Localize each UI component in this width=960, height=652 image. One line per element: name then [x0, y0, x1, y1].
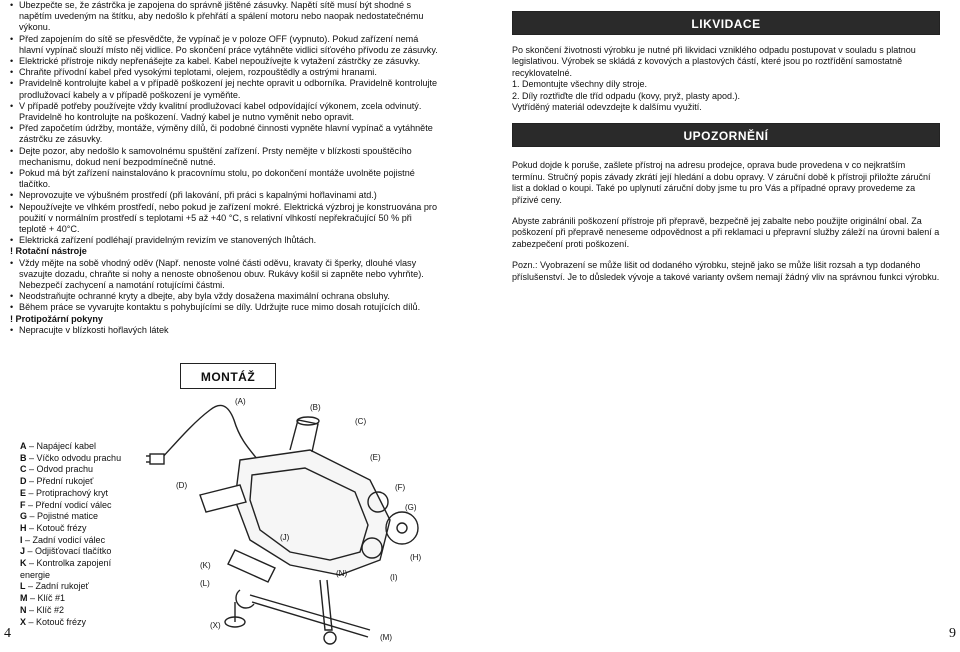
legend-text: Klíč #1 — [37, 593, 66, 604]
safety-item — [10, 202, 440, 236]
legend-text: Protiprachový kryt — [36, 487, 109, 498]
bullet-icon: • — [10, 56, 14, 67]
safety-item-text: Chraňte přívodní kabel před vysokými teplotami, olejem, rozpouštědly a ostrými hranami. — [19, 67, 377, 78]
legend-text: Přední vodicí válec — [35, 499, 112, 510]
label-f: (F) — [395, 483, 406, 492]
legend-item: E – Protiprachový kryt — [20, 487, 109, 498]
safety-item — [10, 34, 440, 56]
label-m: (M) — [380, 633, 392, 642]
legend-key: M — [20, 593, 28, 604]
plug — [150, 454, 164, 464]
bullet-icon: • — [10, 190, 14, 201]
safety-item — [10, 0, 440, 34]
legend-text: Zadní vodicí válec — [32, 534, 106, 545]
label-x: (X) — [210, 621, 221, 630]
section-warning — [10, 314, 440, 325]
safety-item — [10, 101, 440, 123]
safety-item — [10, 302, 440, 313]
legend-item: H – Kotouč frézy — [20, 522, 87, 533]
safety-item-text: Nepracujte v blízkosti hořlavých látek — [19, 324, 169, 335]
right-column — [512, 0, 940, 283]
safety-item-text: Pokud má být zařízení nainstalováno k pracovnímu stolu, po dokončení montáže uvolněte pojistné tlačítko. — [19, 168, 415, 190]
safety-item-text: Elektrická zařízení podléhají pravidelným revizím ve stanovených lhůtách. — [19, 235, 317, 246]
safety-item — [10, 258, 440, 292]
legend-text: Klíč #2 — [36, 604, 65, 615]
bullet-icon: • — [10, 145, 14, 156]
safety-item-text: Vždy mějte na sobě vhodný oděv (Např. nenoste volné části oděvu, kravaty či šperky, dlouhé vlasy svazujte dozadu, chraňte si nohy a nenoste obnošenou obuv. Rukávy košil si zapněte nebo vyhrňte). Nebezpečí zachycení a namotání rotujícími částmi. — [19, 257, 424, 291]
likvidace-paragraph: 2. Díly roztřiďte dle tříd odpadu (kovy, pryž, plasty apod.). — [512, 90, 740, 101]
legend-key: J — [20, 546, 26, 557]
legend-key: L — [20, 581, 26, 592]
bullet-icon: • — [10, 168, 14, 179]
rear-handle — [228, 550, 275, 582]
safety-item-text: ! Rotační nástroje — [10, 246, 87, 257]
legend-text: Pojistné matice — [37, 511, 99, 522]
legend-key: H — [20, 522, 27, 533]
label-h: (H) — [410, 553, 422, 562]
label-j: (J) — [280, 533, 290, 542]
safety-item-text: Před započetím údržby, montáže, výměny dílů, či podobné činnosti vypněte hlavní vypínač a vytáhněte zástrčku ze zásuvky. — [19, 123, 433, 145]
upozorneni-paragraph: Pokud dojde k poruše, zašlete přístroj na adresu prodejce, oprava bude provedena v co nejkratším termínu. Stručný popis závady zkrátí její hledání a dobu opravy. V záruční době k přístroji přiložte záruční list a doklad o koupi. Také po uplynutí záruční doby jsme tu pro Vás a případné opravy provedeme za přízivé ceny. — [512, 160, 931, 205]
upozorneni-text — [512, 160, 940, 283]
safety-item — [10, 67, 440, 78]
likvidace-paragraph: Po skončení životnosti výrobku je nutné při likvidaci vzniklého odpadu postupovat v souladu s platnou legislativou. Výrobek se skládá z kovových a plastových částí, které jsou po roztřídění samostatně recyklovatelné. — [512, 45, 916, 78]
bullet-icon: • — [10, 78, 14, 89]
label-c: (C) — [355, 417, 367, 426]
legend-item: D – Přední rukojeť — [20, 476, 94, 487]
bullet-icon: • — [10, 291, 14, 302]
legend-item: X – Kotouč frézy — [20, 616, 87, 627]
safety-item — [10, 123, 440, 145]
upozorneni-paragraph: Abyste zabránili poškození přístroje při přepravě, bezpečně jej zabalte nebo použijte originální obal. Za poškození při přepravě neneseme odpovědnost a při reklamaci u přepravní služby záleží na úrovni balení a zabezpečení proti poškození. — [512, 216, 940, 249]
legend-text: Kotouč frézy — [36, 616, 87, 627]
wrench-1 — [250, 595, 370, 637]
legend-key: X — [20, 616, 27, 627]
bullet-icon: • — [10, 302, 14, 313]
legend-item: C – Odvod prachu — [20, 464, 94, 475]
legend-item: M – Klíč #1 — [20, 593, 66, 604]
legend-text: Kontrolka zapojení energie — [20, 558, 112, 580]
section-warning — [10, 246, 440, 257]
power-cable — [158, 405, 258, 462]
label-g: (G) — [405, 503, 417, 512]
legend-item: K – Kontrolka zapojení energie — [20, 558, 112, 580]
label-d: (D) — [176, 481, 188, 490]
cutter-disc — [386, 512, 418, 544]
safety-item-text: Pravidelně kontrolujte kabel a v případě poškození jej nechte opravit u odborníka. Pravidelně kontrolujte prodlužovací kabely a v případě poškození je vyměňte. — [19, 78, 438, 100]
bullet-icon: • — [10, 324, 14, 335]
safety-item-text: V případě potřeby používejte vždy kvalitní prodlužovací kabel odpovídající výkonem, zcela odvinutý. Pravidelně ho kontrolujte na poškození. Vadný kabel je nutno vyměnit nebo opravit. — [19, 100, 422, 123]
bullet-icon: • — [10, 100, 14, 111]
legend-item: F – Přední vodicí válec — [20, 499, 112, 510]
parts-legend — [20, 441, 142, 628]
safety-item-text: Před zapojením do sítě se přesvědčte, že vypínač je v poloze OFF (vypnuto). Pokud zařízení nemá hlavní vypínač slouží místo něj vidlice. Po skončení práce vytáhněte vidlici síťového přívodu ze zásuvky. — [19, 33, 438, 55]
upozorneni-heading: UPOZORNĚNÍ — [512, 123, 940, 147]
legend-text: Přední rukojeť — [36, 476, 94, 487]
legend-text: Kotouč frézy — [36, 522, 87, 533]
legend-item: I – Zadní vodicí válec — [20, 534, 106, 545]
safety-item-text: ! Protipožární pokyny — [10, 313, 103, 324]
page-number-right: 9 — [949, 626, 956, 641]
label-i: (I) — [390, 573, 398, 582]
legend-text: Napájecí kabel — [36, 441, 97, 451]
legend-item: G – Pojistné matice — [20, 511, 99, 522]
safety-item — [10, 235, 440, 246]
assembly-drawing — [140, 390, 440, 652]
safety-item-text: Ubezpečte se, že zástrčka je zapojena do správně jištěné zásuvky. Napětí sítě musí být shodné s napětím uvedeným na štítku, aby nedošlo k přehřátí a spálení motoru nebo naopak nedostatečnému výkonu. — [19, 0, 424, 33]
safety-item-text: Neodstraňujte ochranné kryty a dbejte, aby byla vždy dosažena maximální ochrana obsluhy. — [19, 291, 390, 302]
upozorneni-paragraph: Pozn.: Vyobrazení se může lišit od dodaného výrobku, stejně jako se může lišit rozsah a typ dodaného příslušenství. Je to důsledek vývoje a takové varianty ovšem nemají žádný vliv na správnou funkci výrobku. — [512, 260, 940, 282]
safety-item — [10, 146, 440, 168]
safety-item — [10, 78, 440, 100]
legend-key: N — [20, 604, 27, 615]
likvidace-paragraph: Vytříděný materiál odevzdejte k dalšímu využití. — [512, 102, 702, 113]
bullet-icon: • — [10, 201, 14, 212]
safety-item-text: Během práce se vyvarujte kontaktu s pohybujícími se díly. Udržujte ruce mimo dosah rotujících dílů. — [19, 302, 421, 313]
legend-key: A — [20, 441, 27, 451]
legend-key: F — [20, 499, 26, 510]
likvidace-heading: LIKVIDACE — [512, 11, 940, 35]
legend-item: N – Klíč #2 — [20, 604, 65, 615]
label-b: (B) — [310, 403, 321, 412]
legend-key: C — [20, 464, 27, 475]
safety-item — [10, 190, 440, 201]
page-number-left: 4 — [4, 626, 11, 641]
legend-key: E — [20, 487, 27, 498]
label-l: (L) — [200, 579, 210, 588]
safety-item — [10, 168, 440, 190]
legend-key: K — [20, 558, 27, 569]
label-e: (E) — [370, 453, 381, 462]
legend-text: Odjišťovací tlačítko — [35, 546, 112, 557]
safety-item-text: Elektrické přístroje nikdy nepřenášejte za kabel. Kabel nepoužívejte k vytažení zástrčky ze zásuvky. — [19, 56, 421, 67]
legend-item: A – Napájecí kabel — [20, 441, 97, 451]
likvidace-text — [512, 45, 940, 113]
safety-item-text: Dejte pozor, aby nedošlo k samovolnému spuštění zařízení. Prsty nemějte v blízkosti spouštěcího mechanismu, dokud není bezpodmínečně nutné. — [19, 145, 412, 167]
label-k: (K) — [200, 561, 211, 570]
legend-text: Zadní rukojeť — [35, 581, 89, 592]
safety-item-text: Nepoužívejte ve vlhkém prostředí, nebo pokud je zařízení mokré. Elektrická výzbroj je konstruována pro použití v normálním prostředí s teplotami +5 až +40 °C, s relativní vlhkostí nepřekračující 50 % při teplotě + 40°C. — [19, 201, 438, 235]
safety-item — [10, 325, 440, 336]
label-a: (A) — [235, 397, 246, 406]
legend-key: B — [20, 452, 27, 463]
legend-key: G — [20, 511, 28, 522]
montaz-heading: MONTÁŽ — [180, 363, 276, 389]
bullet-icon: • — [10, 0, 14, 10]
bullet-icon: • — [10, 235, 14, 246]
legend-text: Víčko odvodu prachu — [36, 452, 122, 463]
legend-key: I — [20, 534, 23, 545]
legend-text: Odvod prachu — [36, 464, 94, 475]
legend-key: D — [20, 476, 27, 487]
legend-item: L – Zadní rukojeť — [20, 581, 89, 592]
bullet-icon: • — [10, 33, 14, 44]
safety-item — [10, 291, 440, 302]
likvidace-paragraph: 1. Demontujte všechny díly stroje. — [512, 79, 648, 90]
bullet-icon: • — [10, 67, 14, 78]
bullet-icon: • — [10, 123, 14, 134]
bullet-icon: • — [10, 257, 14, 268]
safety-instructions — [10, 0, 440, 336]
legend-item: B – Víčko odvodu prachu — [20, 452, 122, 463]
label-n: (N) — [336, 569, 348, 578]
safety-item — [10, 56, 440, 67]
safety-item-text: Neprovozujte ve výbušném prostředí (při lakování, při práci s kapalnými hořlavinami atd.) — [19, 190, 377, 201]
legend-item: J – Odjišťovací tlačítko — [20, 546, 112, 557]
